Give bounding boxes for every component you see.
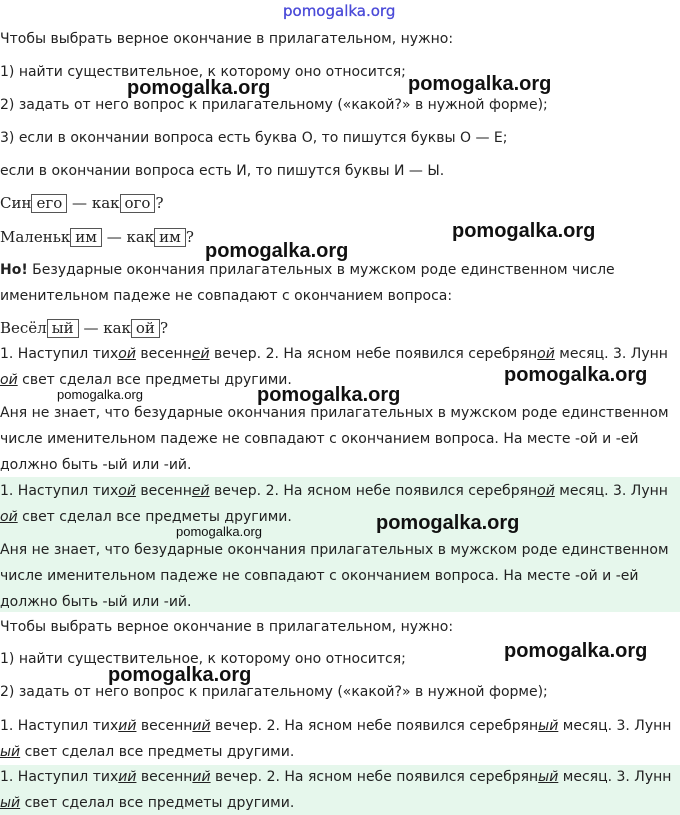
task-ending: ый [538, 718, 559, 734]
note-bold: Но! [0, 262, 28, 278]
task-text: весенн [136, 718, 193, 734]
task-text: вечер. 2. На ясном небе появился серебрян [210, 769, 539, 785]
explain-line-3: должно быть -ый или -ий. [0, 457, 192, 473]
task-text: свет сделал все предметы другими. [17, 509, 292, 525]
example-ending: им [70, 228, 102, 247]
question-mark: ? [159, 319, 168, 337]
task-text: 1. Наступил тих [0, 483, 119, 499]
rule-intro-repeat: Чтобы выбрать верное окончание в прилагательном, нужно: [0, 619, 454, 635]
rule-intro: Чтобы выбрать верное окончание в прилагательном, нужно: [0, 31, 454, 47]
watermark: pomogalka.org [108, 664, 252, 686]
explain-repeat-line-3: должно быть -ый или -ий. [0, 594, 192, 610]
task-i-line-1 [0, 718, 671, 734]
example-question: — как [72, 194, 120, 212]
question-mark: ? [185, 228, 194, 246]
explain-line-1: Аня не знает, что безударные окончания прилагательных в мужском роде единственном [0, 405, 669, 421]
example-stem: Весёл [0, 319, 47, 337]
watermark: pomogalka.org [257, 384, 401, 406]
task-text: месяц. 3. Лунн [554, 483, 668, 499]
task-ending: ий [118, 718, 137, 734]
watermark: pomogalka.org [376, 512, 520, 534]
rule-step-1-repeat: 1) найти существительное, к которому оно относится; [0, 651, 406, 667]
question-mark: ? [155, 194, 164, 212]
task-ending: ей [191, 346, 210, 362]
example-question: — как [106, 228, 155, 246]
task-text: весенн [136, 769, 193, 785]
example-stem: Маленьк [0, 228, 71, 246]
task-ending: ой [537, 483, 555, 499]
task-ending: ой [0, 372, 18, 388]
example-sinego [0, 194, 163, 213]
example-vesyoly [0, 319, 168, 338]
task-text: 1. Наступил тих [0, 346, 119, 362]
watermark-small: pomogalka.org [176, 524, 262, 539]
note-text: Безударные окончания прилагательных в мужском роде единственном числе [27, 262, 615, 278]
task-text: весенн [135, 483, 192, 499]
task-ending: ий [192, 718, 211, 734]
task-ending: ой [118, 346, 136, 362]
example-ending: ый [47, 319, 79, 338]
example-stem: Син [0, 194, 32, 212]
task-ending: ой [0, 509, 18, 525]
example-question-ending: им [154, 228, 186, 247]
task-text: вечер. 2. На ясном небе появился серебрян [209, 346, 538, 362]
task-text: месяц. 3. Лунн [554, 346, 668, 362]
task-o-repeat-line-1 [0, 483, 668, 499]
example-question-ending: ой [131, 319, 160, 338]
watermark: pomogalka.org [205, 240, 349, 262]
watermark: pomogalka.org [452, 220, 596, 242]
example-ending: его [31, 194, 67, 213]
rule-step-3b: если в окончании вопроса есть И, то пишутся буквы И — Ы. [0, 163, 445, 179]
task-text: месяц. 3. Лунн [558, 718, 672, 734]
rule-step-2: 2) задать от него вопрос к прилагательному («какой?» в нужной форме); [0, 97, 548, 113]
explain-line-2: числе именительном падеже не совпадают с окончанием вопроса. На месте -ой и -ей [0, 431, 639, 447]
rule-step-3: 3) если в окончании вопроса есть буква О, то пишутся буквы О — Е; [0, 130, 508, 146]
task-ending: ый [0, 795, 21, 811]
task-text: весенн [135, 346, 192, 362]
task-i-line-2 [0, 744, 294, 760]
task-o-line-1 [0, 346, 668, 362]
task-ending: ий [192, 769, 211, 785]
task-o-line-2 [0, 372, 292, 388]
task-ending: ый [538, 769, 559, 785]
watermark: pomogalka.org [504, 640, 648, 662]
top-watermark: pomogalka.org [283, 2, 396, 20]
example-malenkim [0, 228, 194, 247]
rule-step-2-repeat: 2) задать от него вопрос к прилагательному («какой?» в нужной форме); [0, 684, 548, 700]
task-text: 1. Наступил тих [0, 769, 119, 785]
task-ending: ей [191, 483, 210, 499]
task-ending: ой [118, 483, 136, 499]
task-ending: ый [0, 744, 21, 760]
task-i-repeat-line-2 [0, 795, 294, 811]
task-text: 1. Наступил тих [0, 718, 119, 734]
note-line-2: именительном падеже не совпадают с окончанием вопроса: [0, 288, 453, 304]
explain-repeat-line-2: числе именительном падеже не совпадают с окончанием вопроса. На месте -ой и -ей [0, 568, 639, 584]
task-text: вечер. 2. На ясном небе появился серебрян [209, 483, 538, 499]
task-text: свет сделал все предметы другими. [20, 795, 295, 811]
task-text: месяц. 3. Лунн [558, 769, 672, 785]
task-text: свет сделал все предметы другими. [20, 744, 295, 760]
note-line-1 [0, 262, 615, 278]
example-question-ending: ого [120, 194, 156, 213]
rule-step-1: 1) найти существительное, к которому оно относится; [0, 64, 406, 80]
example-question: — как [83, 319, 131, 337]
task-ending: ой [537, 346, 555, 362]
task-o-repeat-line-2 [0, 509, 292, 525]
task-text: свет сделал все предметы другими. [17, 372, 292, 388]
task-i-repeat-line-1 [0, 769, 671, 785]
task-text: вечер. 2. На ясном небе появился серебрян [210, 718, 539, 734]
watermark: pomogalka.org [127, 77, 271, 99]
watermark: pomogalka.org [408, 73, 552, 95]
watermark-small: pomogalka.org [57, 387, 143, 402]
explain-repeat-line-1: Аня не знает, что безударные окончания прилагательных в мужском роде единственном [0, 542, 669, 558]
task-ending: ий [118, 769, 137, 785]
watermark: pomogalka.org [504, 364, 648, 386]
